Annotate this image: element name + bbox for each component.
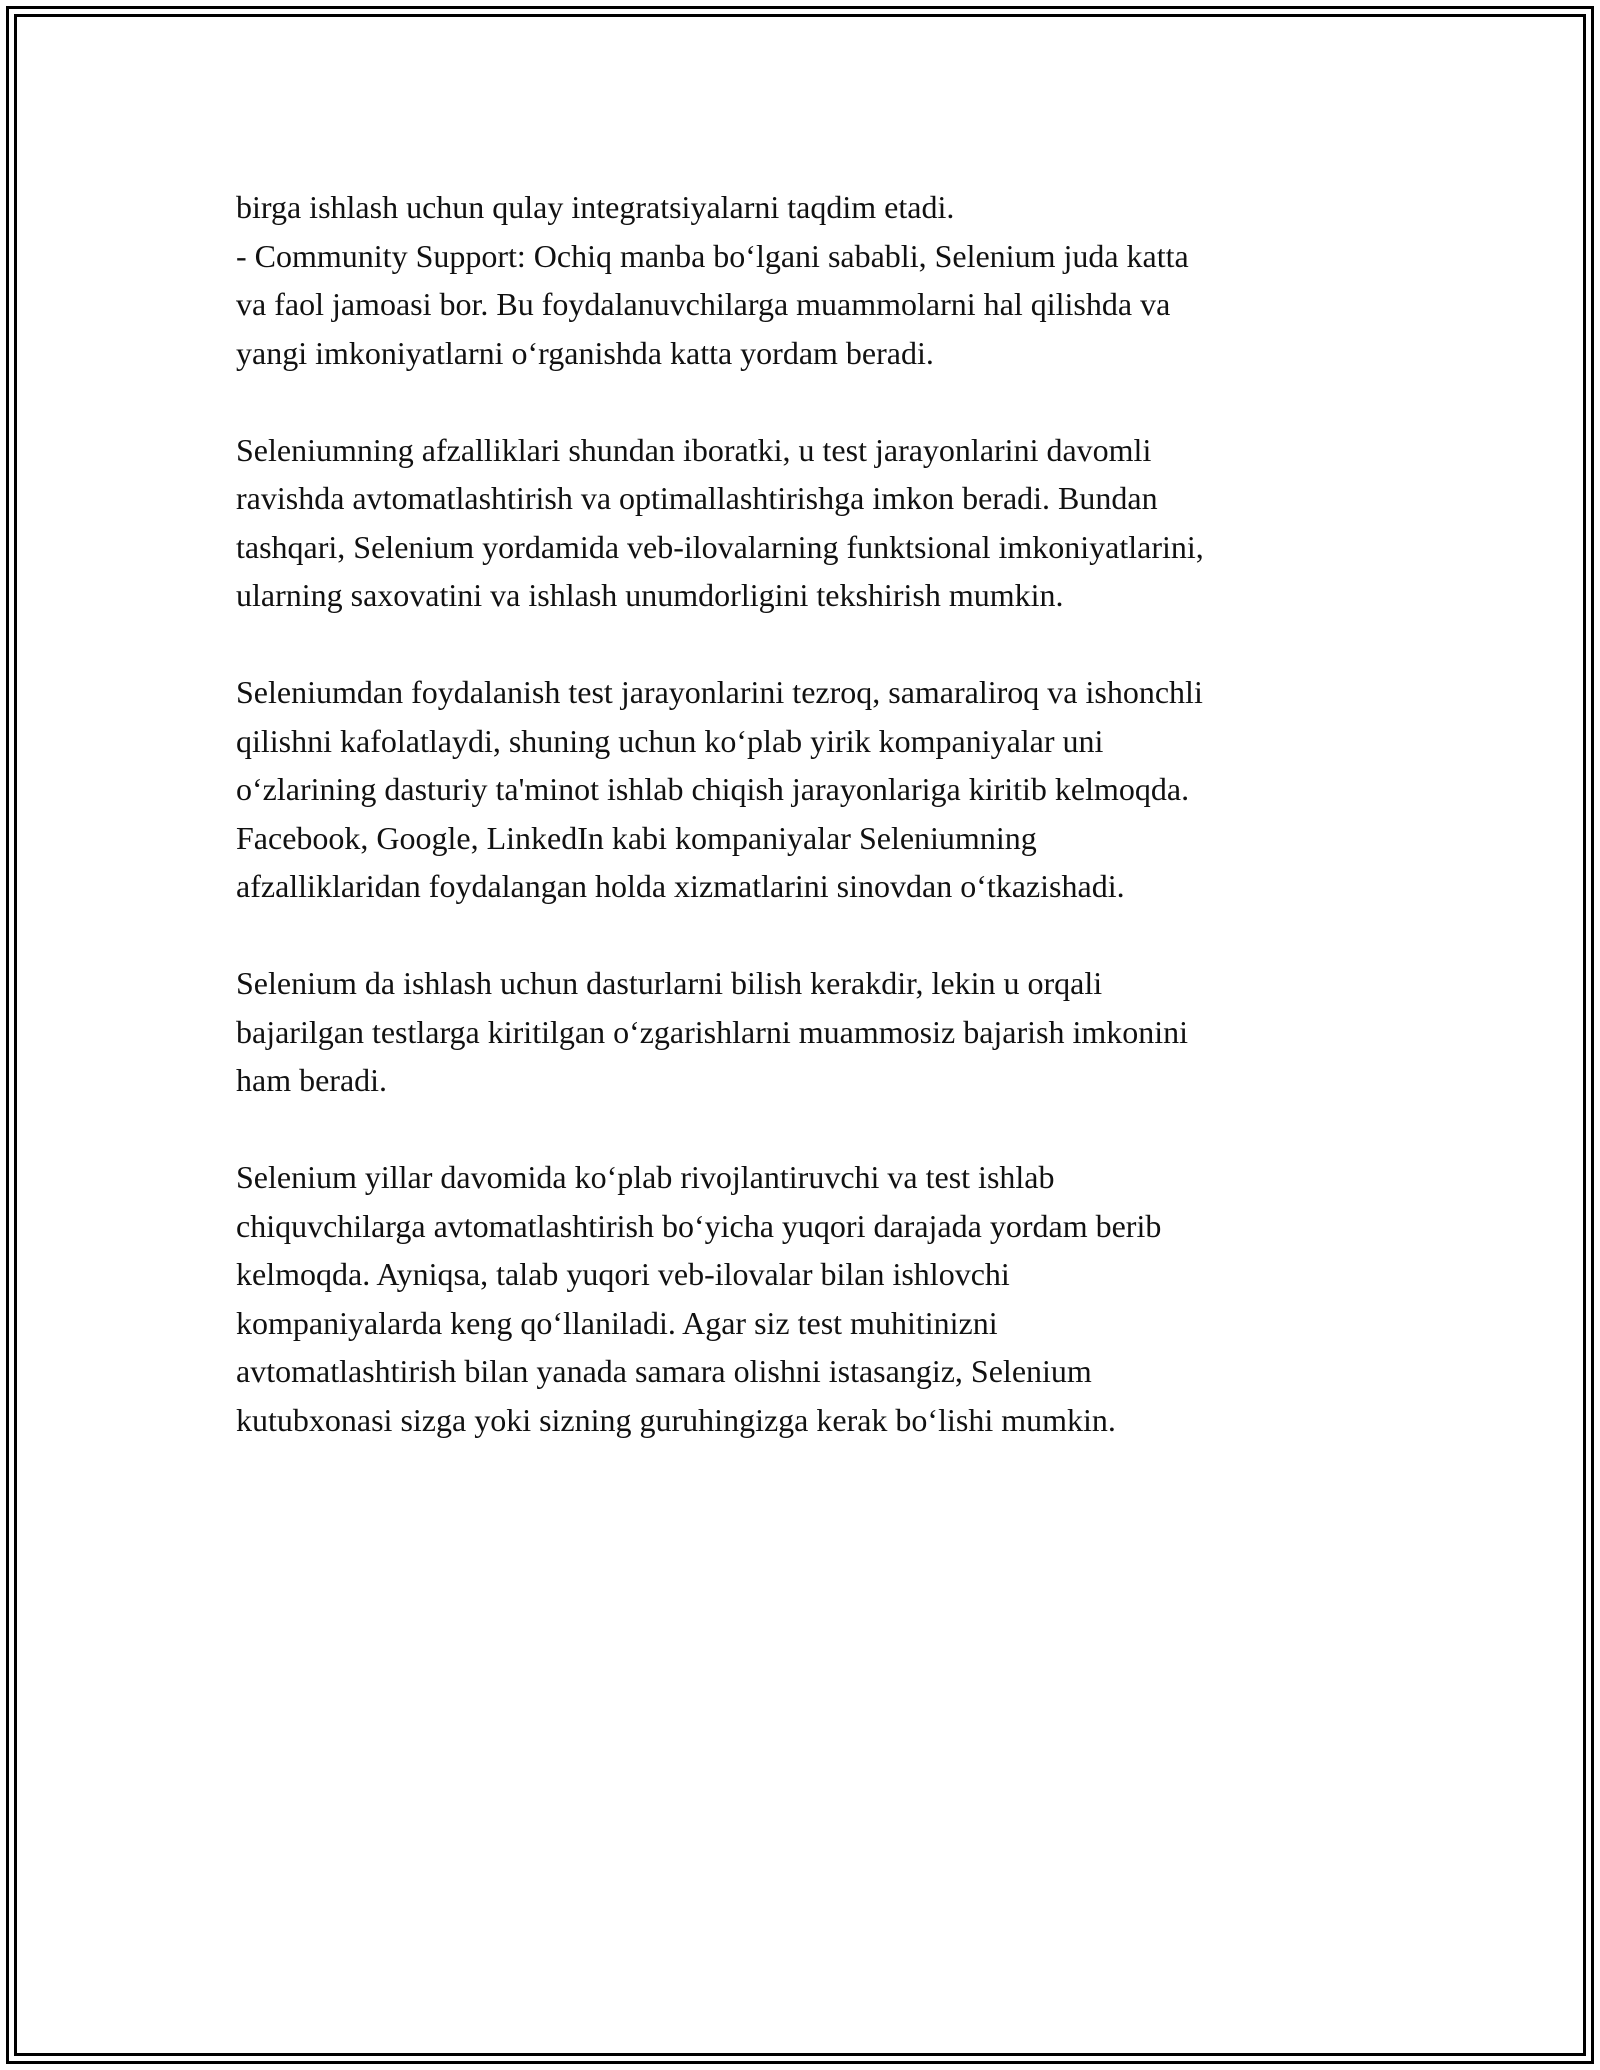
- paragraph-5: [236, 1153, 1366, 1444]
- paragraph-2: [236, 426, 1366, 620]
- text-line: chiquvchilarga avtomatlashtirish bo‘yicha yuqori darajada yordam berib: [236, 1207, 1162, 1244]
- text-line: ham beradi.: [236, 1062, 388, 1098]
- text-line: o‘zlarining dasturiy ta'minot ishlab chiqish jarayonlariga kiritib kelmoqda.: [236, 771, 1190, 807]
- text-line: tashqari, Selenium yordamida veb-ilovalarning funktsional imkoniyatlarini,: [236, 528, 1204, 565]
- paragraph-1: [236, 183, 1366, 377]
- text-line: kelmoqda. Ayniqsa, talab yuqori veb-ilovalar bilan ishlovchi: [236, 1256, 1010, 1292]
- document-body: [236, 183, 1366, 1493]
- text-line: Selenium yillar davomida ko‘plab rivojlantiruvchi va test ishlab: [236, 1159, 1055, 1195]
- text-line: ularning saxovatini va ishlash unumdorligini tekshirish mumkin.: [236, 577, 1064, 613]
- text-line: - Community Support: Ochiq manba bo‘lgani sababli, Selenium juda katta: [236, 237, 1189, 274]
- text-line: kutubxonasi sizga yoki sizning guruhingizga kerak bo‘lishi mumkin.: [236, 1401, 1116, 1438]
- text-line: yangi imkoniyatlarni o‘rganishda katta yordam beradi.: [236, 334, 934, 371]
- paragraph-3: [236, 668, 1366, 911]
- text-line: Seleniumdan foydalanish test jarayonlarini tezroq, samaraliroq va ishonchli: [236, 674, 1203, 710]
- text-line: kompaniyalarda keng qo‘llaniladi. Agar siz test muhitinizni: [236, 1304, 998, 1341]
- text-line: birga ishlash uchun qulay integratsiyalarni taqdim etadi.: [236, 189, 955, 225]
- text-line: Facebook, Google, LinkedIn kabi kompaniyalar Seleniumning: [236, 819, 1037, 856]
- text-line: Selenium da ishlash uchun dasturlarni bilish kerakdir, lekin u orqali: [236, 965, 1103, 1001]
- text-line: va faol jamoasi bor. Bu foydalanuvchilarga muammolarni hal qilishda va: [236, 286, 1171, 322]
- text-line: afzalliklaridan foydalangan holda xizmatlarini sinovdan o‘tkazishadi.: [236, 868, 1125, 904]
- paragraph-4: [236, 959, 1366, 1105]
- text-line: avtomatlashtirish bilan yanada samara olishni istasangiz, Selenium: [236, 1353, 1092, 1389]
- text-line: Seleniumning afzalliklari shundan iboratki, u test jarayonlarini davomli: [236, 431, 1152, 468]
- text-line: bajarilgan testlarga kiritilgan o‘zgarishlarni muammosiz bajarish imkonini: [236, 1013, 1189, 1050]
- text-line: ravishda avtomatlashtirish va optimallashtirishga imkon beradi. Bundan: [236, 480, 1158, 516]
- text-line: qilishni kafolatlaydi, shuning uchun ko‘plab yirik kompaniyalar uni: [236, 722, 1104, 759]
